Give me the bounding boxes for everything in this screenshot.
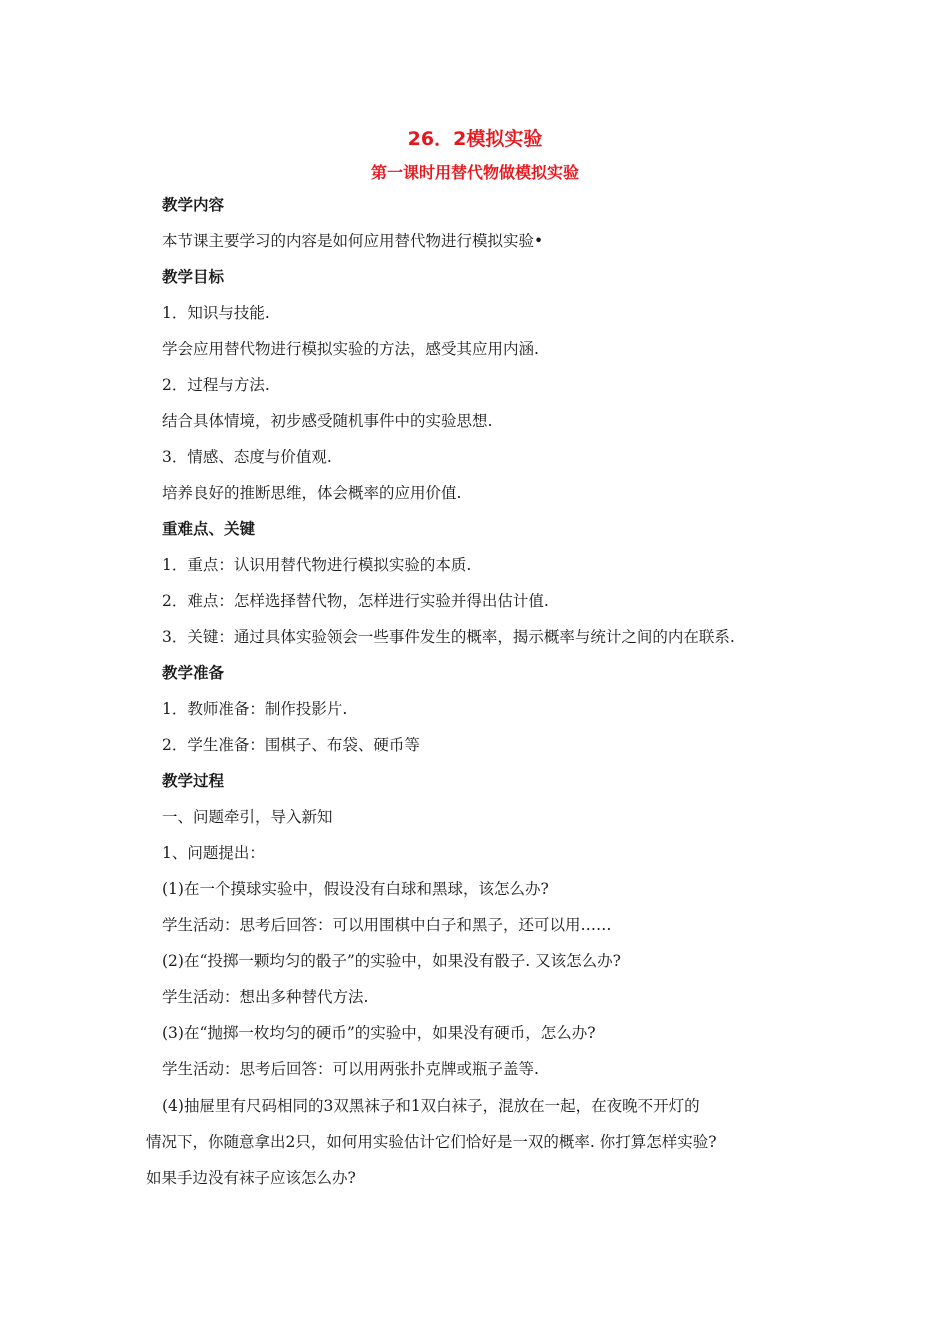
paragraph-line: 如果手边没有袜子应该怎么办? xyxy=(146,1169,356,1187)
paragraph: 学生活动：思考后回答：可以用两张扑克牌或瓶子盖等. xyxy=(162,1060,539,1078)
paragraph: 学生活动：想出多种替代方法. xyxy=(162,988,369,1006)
paragraph: (3)在“抛掷一枚均匀的硬币”的实验中，如果没有硬币，怎么办? xyxy=(162,1024,596,1042)
heading-preparation: 教学准备 xyxy=(162,664,225,682)
paragraph: 1．知识与技能. xyxy=(162,304,270,322)
paragraph: 一、问题牵引，导入新知 xyxy=(162,808,333,826)
heading-content: 教学内容 xyxy=(162,196,225,214)
paragraph: 本节课主要学习的内容是如何应用替代物进行模拟实验• xyxy=(162,232,544,250)
paragraph-line: (4)抽屉里有尺码相同的3双黑袜子和1双白袜子，混放在一起，在夜晚不开灯的 xyxy=(162,1097,700,1115)
paragraph: 1．重点：认识用替代物进行模拟实验的本质. xyxy=(162,556,472,574)
heading-key-points: 重难点、关键 xyxy=(162,520,256,538)
paragraph: 学生活动：思考后回答：可以用围棋中白子和黑子，还可以用…… xyxy=(162,916,612,934)
heading-goals: 教学目标 xyxy=(162,268,225,286)
paragraph: 培养良好的推断思维，体会概率的应用价值. xyxy=(162,484,462,502)
paragraph: 2．学生准备：围棋子、布袋、硬币等 xyxy=(162,736,420,754)
paragraph: 学会应用替代物进行模拟实验的方法，感受其应用内涵. xyxy=(162,340,539,358)
paragraph: (1)在一个摸球实验中，假设没有白球和黑球，该怎么办? xyxy=(162,880,549,898)
paragraph: 3．关键：通过具体实验领会一些事件发生的概率，揭示概率与统计之间的内在联系. xyxy=(162,628,735,646)
heading-process: 教学过程 xyxy=(162,772,225,790)
paragraph-line: 情况下，你随意拿出2只，如何用实验估计它们恰好是一双的概率. 你打算怎样实验? xyxy=(146,1133,717,1151)
paragraph: 2．过程与方法. xyxy=(162,376,270,394)
paragraph: (2)在“投掷一颗均匀的骰子”的实验中，如果没有骰子. 又该怎么办? xyxy=(162,952,621,970)
paragraph: 1．教师准备：制作投影片. xyxy=(162,700,348,718)
paragraph-q4 xyxy=(146,1088,806,1196)
paragraph: 3．情感、态度与价值观. xyxy=(162,448,332,466)
paragraph: 1、问题提出： xyxy=(162,844,265,862)
document-subtitle: 第一课时用替代物做模拟实验 xyxy=(370,163,579,182)
document-title: 26．2模拟实验 xyxy=(407,128,543,150)
paragraph: 2．难点：怎样选择替代物，怎样进行实验并得出估计值. xyxy=(162,592,549,610)
paragraph: 结合具体情境，初步感受随机事件中的实验思想. xyxy=(162,412,493,430)
